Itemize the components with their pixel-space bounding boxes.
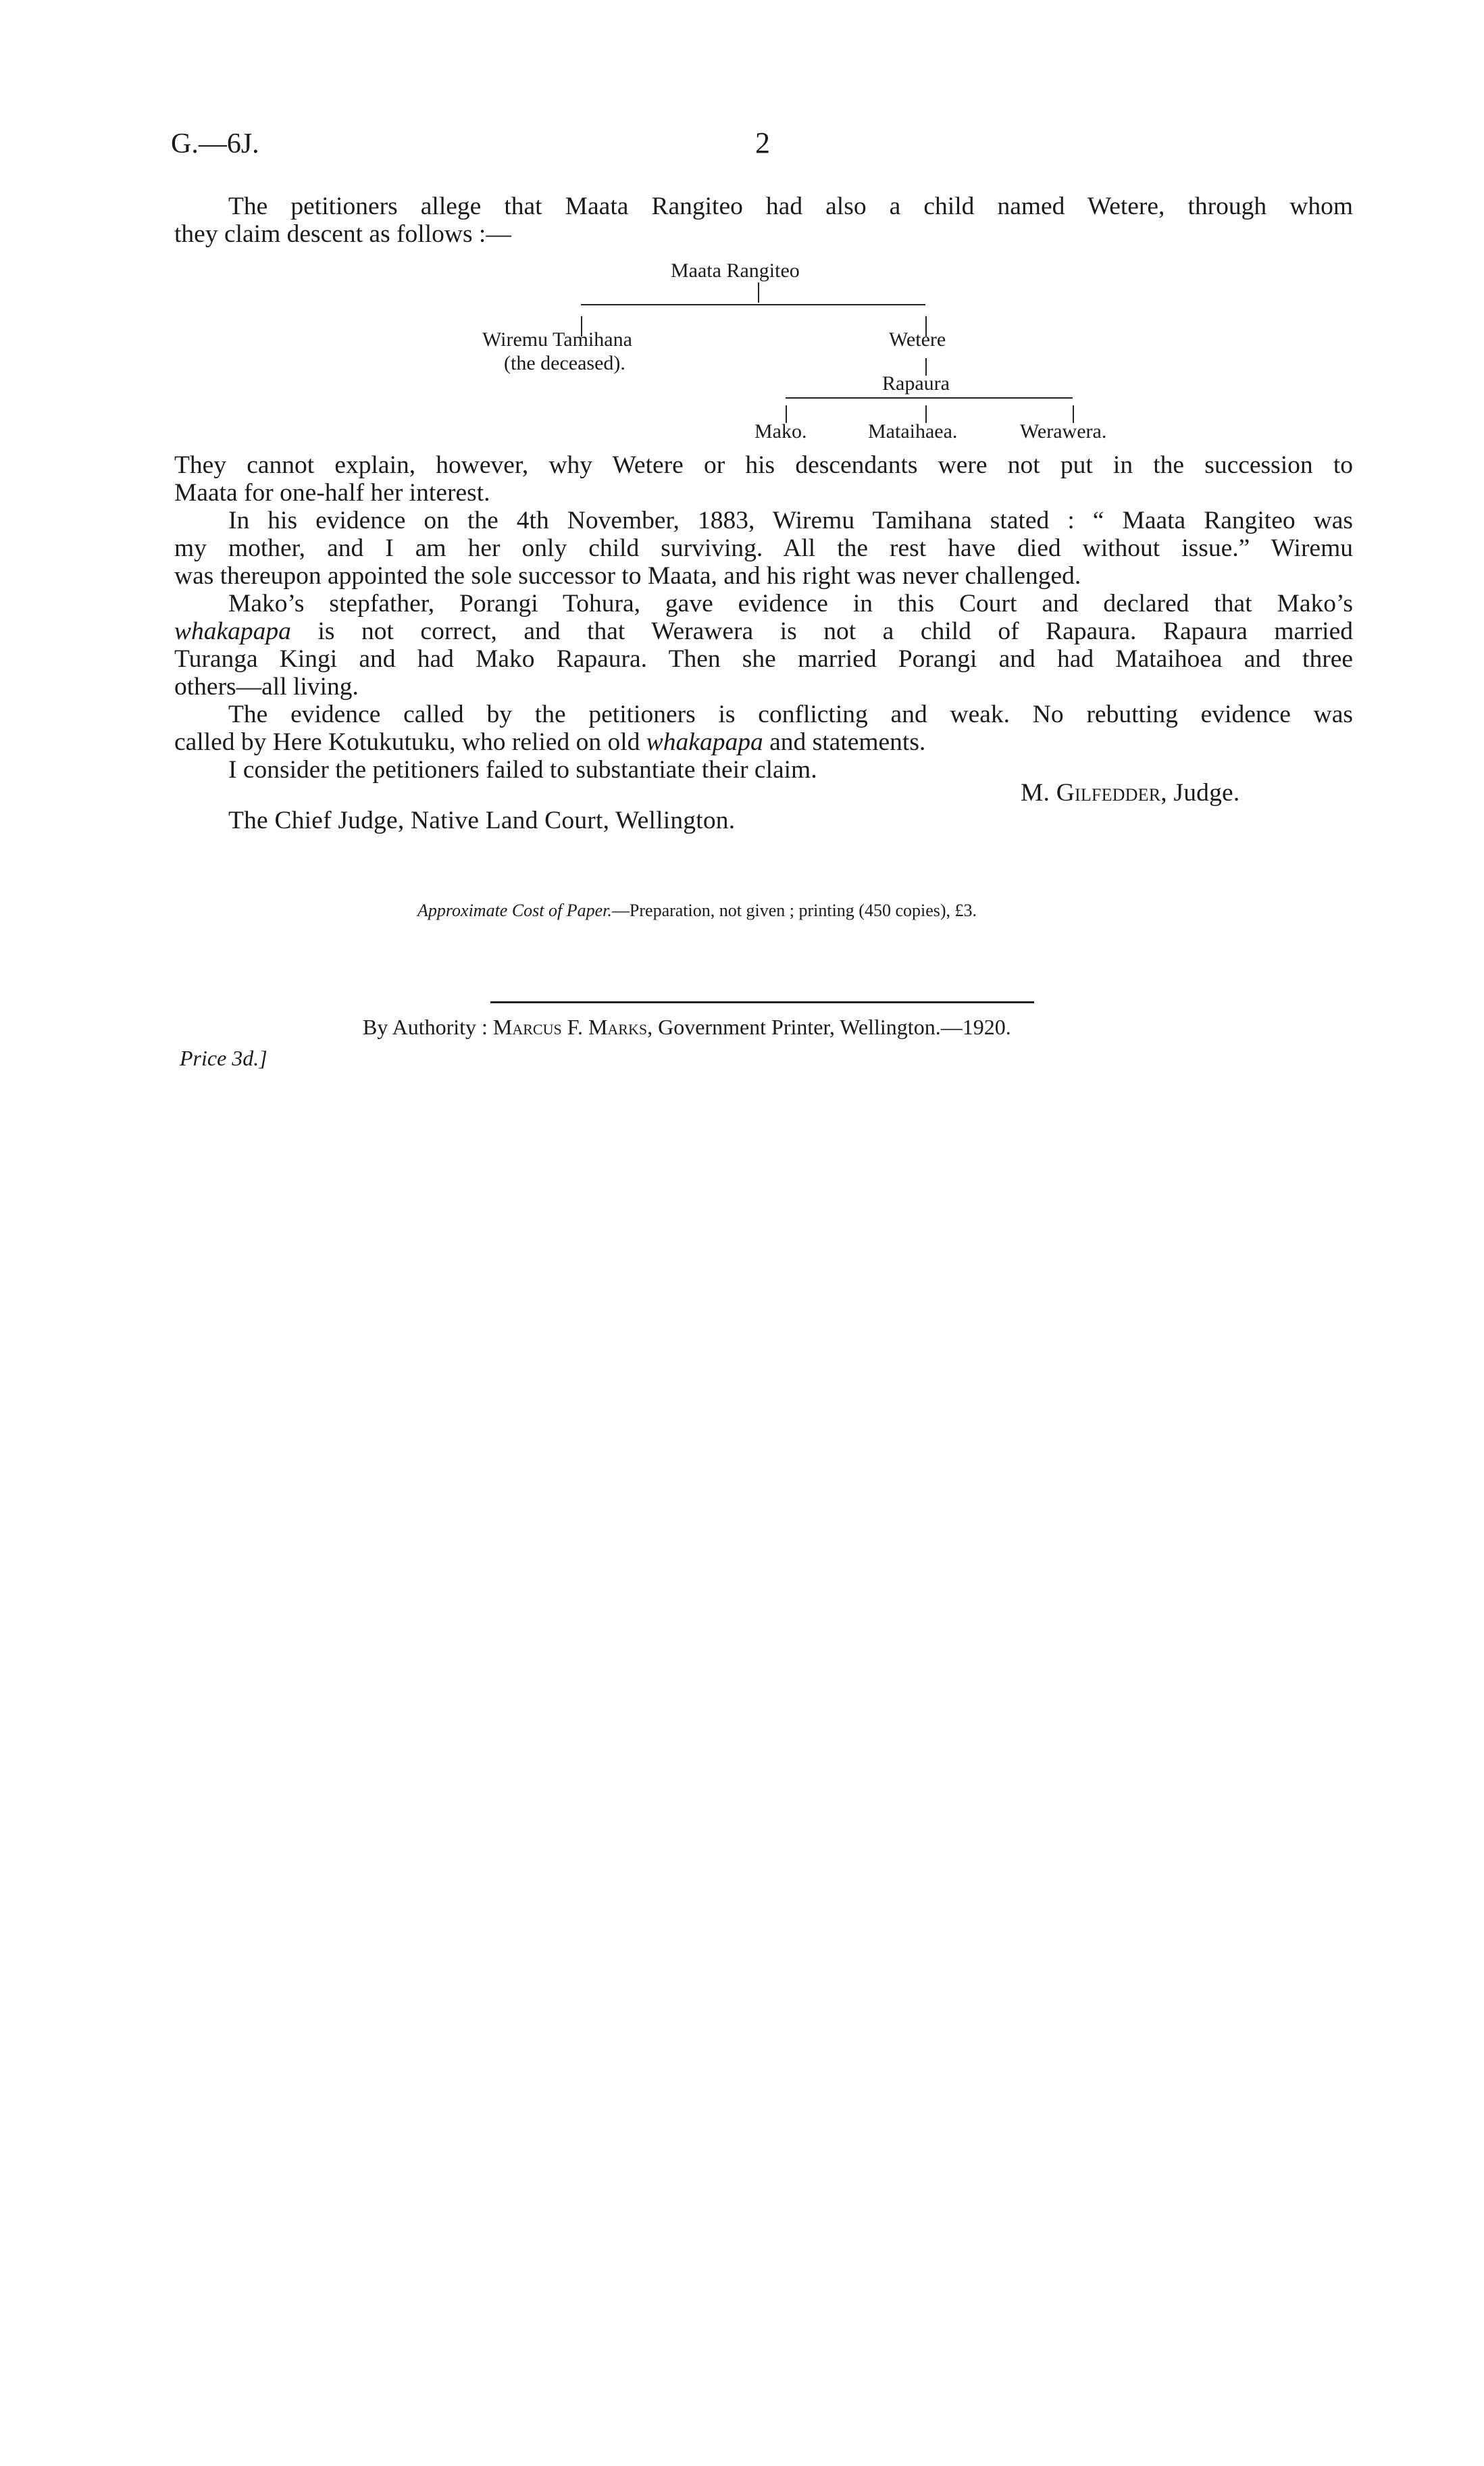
page-number: 2 (755, 126, 770, 159)
intro-paragraph (174, 193, 1353, 248)
imprint (363, 1015, 1011, 1040)
tree-great-grandchild-3: Werawera. (1020, 420, 1107, 443)
signature-title: , Judge. (1160, 779, 1240, 807)
document-reference: G.—6J. (171, 128, 259, 159)
p4-line-2-start: called by Here Kotukutuku, who relied on old (174, 728, 646, 756)
p3-line-4: others—all living. (174, 673, 359, 701)
body-text (174, 451, 1353, 784)
p3-line-2-italic: whakapapa (174, 618, 291, 645)
p1-line-2: Maata for one-half her interest. (174, 479, 490, 507)
p2-line-3: was thereupon appointed the sole successor to Maata, and his right was never challenged. (174, 562, 1081, 590)
p4-line-1: The evidence called by the petitioners is conflicting and weak. No rebutting evidence was (228, 701, 1353, 728)
cost-text: —Preparation, not given ; printing (450 copies), £3. (611, 901, 977, 920)
p3-line-1: Mako’s stepfather, Porangi Tohura, gave evidence in this Court and declared that Mako’s (228, 590, 1353, 618)
cost-label: Approximate Cost of Paper. (417, 901, 612, 920)
imprint-printer: Marcus F. Marks (492, 1015, 648, 1039)
imprint-rule (490, 1001, 1034, 1003)
tree-right-child-name: Wetere (889, 328, 946, 351)
tree-root-branch (581, 304, 925, 305)
tree-root-name: Maata Rangiteo (671, 259, 800, 282)
tree-great-grandchild-1: Mako. (754, 420, 807, 443)
cost-note (417, 901, 977, 921)
price: Price 3d.] (180, 1046, 267, 1070)
p3-line-2-rest: is not correct, and that Werawera is not a child of Rapaura. Rapaura married (290, 618, 1353, 645)
signature-initial: M. (1021, 779, 1056, 807)
tree-great-grandchild-2: Mataihaea. (868, 420, 958, 443)
p1-line-1: They cannot explain, however, why Wetere or his descendants were not put in the succession to (174, 451, 1353, 479)
tree-grandchild-name: Rapaura (882, 372, 950, 395)
p4-line-2-end: and statements. (763, 728, 926, 756)
imprint-suffix: , Government Printer, Wellington.—1920. (647, 1015, 1011, 1039)
p4-line-2 (174, 728, 1353, 756)
signature (1021, 778, 1239, 807)
intro-line-1: The petitioners allege that Maata Rangiteo had also a child named Wetere, through whom (228, 193, 1353, 220)
p4-line-2-italic: whakapapa (646, 728, 763, 756)
tree-root-stem (758, 282, 759, 303)
p3-line-2 (174, 618, 1353, 645)
p2-line-2: my mother, and I am her only child surviving. All the rest have died without issue.” Wiremu (174, 534, 1353, 562)
intro-line-2: they claim descent as follows :— (174, 220, 511, 248)
addressee: The Chief Judge, Native Land Court, Wellington. (228, 807, 736, 834)
tree-grandchild-branch (786, 397, 1073, 399)
tree-left-child-name: Wiremu Tamihana (482, 328, 632, 351)
tree-left-child-note: (the deceased). (504, 352, 625, 374)
p5-line-1: I consider the petitioners failed to substantiate their claim. (228, 756, 817, 784)
signature-name: Gilfedder (1056, 779, 1161, 807)
imprint-prefix: By Authority : (363, 1015, 493, 1039)
p2-line-1: In his evidence on the 4th November, 1883, Wiremu Tamihana stated : “ Maata Rangiteo was (228, 507, 1353, 534)
p3-line-3: Turanga Kingi and had Mako Rapaura. Then she married Porangi and had Mataihoea and three (174, 645, 1353, 673)
